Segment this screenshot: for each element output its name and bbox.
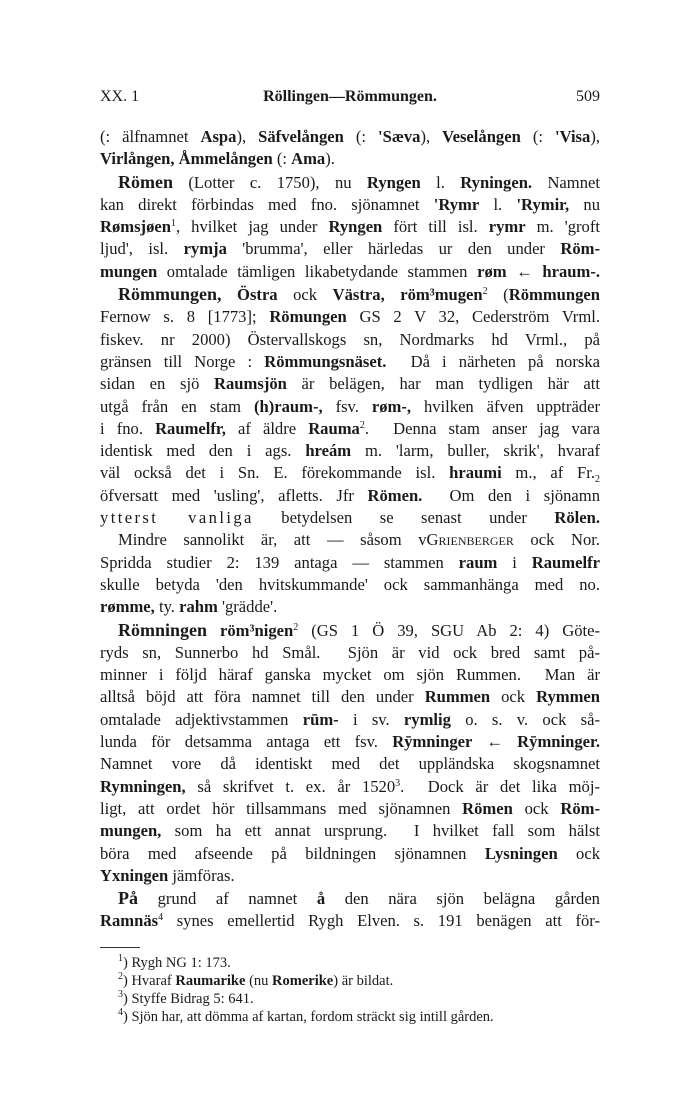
superscript: 2 bbox=[293, 621, 299, 633]
text-run: l. bbox=[420, 172, 461, 192]
text-run: synes emellertid Rygh Elven. s. 191 benägen att för- bbox=[163, 911, 600, 931]
text-run: ryds sn, Sunnerbo hd Smål. Sjön är vid ock bred samt på- bbox=[100, 642, 600, 662]
text-run: Namnet vore då identiskt med det uppländska skogsnamnet bbox=[100, 754, 600, 774]
bold-term: rymlig bbox=[403, 709, 451, 729]
text-run: ty. bbox=[154, 597, 180, 617]
bold-term: Veselången bbox=[442, 127, 521, 146]
bold-term: rymja bbox=[183, 239, 227, 259]
text-run: (Lotter c. 1750), nu bbox=[173, 172, 367, 192]
text-line bbox=[100, 642, 600, 664]
text-line bbox=[100, 820, 600, 842]
text-run: ) Rygh NG 1: 173. bbox=[123, 955, 231, 971]
text-run: betydelsen se senast under bbox=[253, 508, 555, 528]
text-run: så skrifvet t. ex. år 1520 bbox=[185, 776, 396, 796]
running-header bbox=[100, 88, 600, 110]
small-caps-name: Grienberger bbox=[426, 530, 514, 550]
bold-term: hreám bbox=[305, 441, 352, 461]
text-run: i fno. bbox=[100, 418, 156, 438]
text-run: 'brumma', eller härledas ur den under bbox=[226, 239, 561, 259]
text-run: i bbox=[497, 552, 532, 572]
text-line bbox=[100, 910, 600, 932]
bold-term: Yxningen bbox=[100, 865, 169, 885]
bold-term: Rømsjøen bbox=[100, 217, 171, 237]
footnote bbox=[118, 990, 588, 1008]
text-run: m. 'groft bbox=[525, 217, 600, 237]
text-run: ljud', isl. bbox=[100, 239, 184, 259]
subscript: 2 bbox=[595, 474, 601, 486]
text-line bbox=[100, 574, 600, 596]
text-run: utgå från en stam bbox=[100, 396, 254, 416]
text-run: (: bbox=[343, 127, 379, 146]
text-run: grund af namnet bbox=[138, 889, 317, 909]
bold-term: 'Sæva bbox=[378, 127, 421, 146]
text-run: ( bbox=[487, 285, 509, 305]
bold-term: röm³nigen bbox=[220, 620, 294, 640]
text-run: ) Hvaraf bbox=[123, 973, 176, 989]
text-run: Mindre sannolikt är, att — såsom v bbox=[118, 530, 427, 550]
bold-term: Ramnäs bbox=[100, 911, 159, 931]
superscript: 1 bbox=[170, 218, 176, 230]
text-run: ), bbox=[420, 127, 443, 146]
text-run: Namnet bbox=[532, 172, 600, 192]
text-line bbox=[100, 664, 600, 686]
text-line bbox=[100, 485, 600, 507]
text-run: i sv. bbox=[338, 709, 404, 729]
text-run: Då i närheten på norska bbox=[386, 351, 600, 371]
text-line bbox=[100, 306, 600, 328]
superscript: 2 bbox=[482, 286, 488, 298]
bold-term: (h)raum-, bbox=[253, 396, 323, 416]
bold-term: Rymmen bbox=[536, 687, 600, 707]
bold-term: Romerike bbox=[272, 973, 334, 989]
text-run: är belägen, har man tydligen här att bbox=[286, 374, 601, 394]
bold-term: Römmungen bbox=[508, 285, 600, 305]
superscript: 2 bbox=[359, 419, 365, 431]
bold-term: røm ← hraum-. bbox=[477, 261, 600, 281]
text-run bbox=[222, 285, 238, 304]
bold-term: 'Visa bbox=[554, 127, 591, 146]
superscript: 4 bbox=[118, 1007, 123, 1018]
bold-term: Röm- bbox=[560, 239, 600, 259]
text-run: . Dock är det lika möj- bbox=[400, 776, 600, 796]
text-run: ock Nor. bbox=[513, 530, 601, 550]
superscript: 3 bbox=[118, 989, 123, 1000]
bold-term: Raumarike bbox=[175, 973, 246, 989]
text-line bbox=[100, 462, 600, 484]
text-run: (nu bbox=[245, 973, 273, 989]
text-line bbox=[100, 552, 600, 574]
text-run: l. bbox=[479, 194, 517, 214]
bold-term: Römen bbox=[462, 798, 513, 818]
superscript: 2 bbox=[118, 971, 123, 982]
text-run: väl också det i Sn. E. förekommande isl. bbox=[100, 463, 450, 483]
bold-term: Rummen bbox=[424, 687, 491, 707]
text-run: 'grädde'. bbox=[217, 597, 278, 617]
bold-term: Ryngen bbox=[366, 172, 421, 192]
bold-term: å bbox=[316, 889, 326, 909]
text-run bbox=[207, 621, 220, 640]
text-run: ), bbox=[236, 127, 259, 146]
text-run: omtalade tämligen likabetydande stammen bbox=[157, 261, 478, 281]
text-run: skulle betyda 'den hvitskummande' ock sammanhänga med no. bbox=[100, 574, 600, 594]
bold-term: mungen, bbox=[100, 821, 162, 841]
superscript: 1 bbox=[118, 953, 123, 964]
text-run: ) är bildat. bbox=[333, 973, 394, 989]
superscript: 3 bbox=[395, 777, 401, 789]
text-run: nu bbox=[569, 194, 600, 214]
text-run: ligt, att ordet hör tillsammans med sjönamnen bbox=[100, 798, 463, 818]
bold-term: Rauma bbox=[308, 418, 360, 438]
spaced-text: ytterst vanliga bbox=[100, 508, 254, 528]
text-line bbox=[100, 216, 600, 238]
text-run: Om den i sjönamn bbox=[422, 485, 600, 505]
text-run: ock bbox=[277, 285, 333, 305]
text-run: gränsen till Norge : bbox=[100, 351, 265, 371]
bold-term: Raumelfr, bbox=[155, 418, 226, 438]
text-run: o. s. v. ock så- bbox=[450, 709, 600, 729]
text-run: identisk med den i ags. bbox=[100, 441, 306, 461]
bold-term: Römungen bbox=[269, 307, 347, 327]
footnote bbox=[118, 972, 588, 990]
text-line bbox=[100, 351, 600, 373]
text-line bbox=[100, 261, 600, 283]
text-run: af äldre bbox=[225, 418, 309, 438]
text-run: (: bbox=[520, 127, 555, 146]
text-run: fsv. bbox=[322, 396, 372, 416]
bold-term: Raumelfr bbox=[531, 552, 600, 572]
text-line bbox=[100, 596, 600, 618]
text-line bbox=[100, 440, 600, 462]
text-line bbox=[100, 329, 600, 351]
text-run: (: bbox=[272, 149, 292, 169]
bold-term: Römen. bbox=[367, 485, 423, 505]
text-line bbox=[100, 865, 600, 887]
entry-headword: Römen bbox=[118, 171, 173, 192]
bold-term: røm-, bbox=[371, 396, 412, 416]
text-run: ) Styffe Bidrag 5: 641. bbox=[123, 991, 254, 1007]
text-line bbox=[100, 529, 600, 551]
bold-term: Virlången, Åmmelången bbox=[100, 149, 273, 169]
text-line bbox=[100, 171, 600, 194]
text-run: böra med afseende på bildningen sjönamnen bbox=[100, 843, 485, 863]
text-run: minner i följd häraf ganska mycket om sjön Rummen. Man är bbox=[100, 665, 600, 685]
entry-headword: Römmungen, bbox=[118, 284, 222, 305]
text-line bbox=[100, 619, 600, 642]
text-line bbox=[100, 283, 600, 306]
bold-term: Ama bbox=[291, 149, 326, 169]
text-line bbox=[100, 709, 600, 731]
section-number: XX. 1 bbox=[100, 88, 140, 105]
text-line bbox=[100, 753, 600, 775]
bold-term: Östra bbox=[237, 285, 278, 305]
text-run: som ha ett annat ursprung. I hvilket fall som hälst bbox=[161, 821, 600, 841]
bold-term: Rölen. bbox=[554, 508, 600, 528]
bold-term: raum bbox=[458, 552, 498, 572]
bold-term: Aspa bbox=[200, 127, 237, 146]
text-run: , hvilket jag under bbox=[175, 217, 329, 237]
text-line bbox=[100, 418, 600, 440]
text-line bbox=[100, 776, 600, 798]
bold-term: rymr bbox=[488, 217, 526, 237]
footnotes bbox=[118, 954, 588, 1026]
text-run: m., af Fr. bbox=[501, 463, 596, 483]
text-run: (: älfnamnet bbox=[100, 127, 201, 146]
text-line bbox=[100, 126, 600, 148]
text-run: den nära sjön belägna gården bbox=[325, 889, 600, 909]
superscript: 4 bbox=[158, 912, 164, 924]
text-run: (GS 1 Ö 39, SGU Ab 2: 4) Göte- bbox=[298, 620, 600, 640]
text-run: ) Sjön har, att dömma af kartan, fordom sträckt sig intill gården. bbox=[123, 1009, 494, 1025]
bold-term: rūm- bbox=[302, 709, 339, 729]
text-run: . Denna stam anser jag vara bbox=[364, 418, 600, 438]
text-line bbox=[100, 686, 600, 708]
entry-headword: Römningen bbox=[118, 619, 208, 640]
text-line bbox=[100, 798, 600, 820]
text-run: alltså böjd att föra namnet till den under bbox=[100, 687, 425, 707]
text-run: Fernow s. 8 [1773]; bbox=[100, 307, 270, 327]
text-line bbox=[100, 373, 600, 395]
text-run: ), bbox=[590, 127, 600, 146]
bold-term: mungen bbox=[100, 261, 158, 281]
bold-term: rømme, bbox=[100, 597, 155, 617]
footnote-rule bbox=[100, 947, 140, 948]
text-line bbox=[100, 843, 600, 865]
text-run: jämföras. bbox=[168, 865, 235, 885]
running-title: Röllingen—Römmungen. bbox=[263, 88, 437, 105]
footnote bbox=[118, 1008, 588, 1026]
bold-term: Rymningen, bbox=[100, 776, 186, 796]
bold-term: Ryningen. bbox=[460, 172, 533, 192]
text-run: ock bbox=[490, 687, 537, 707]
bold-term: Rȳmninger ← Rȳmninger. bbox=[392, 732, 600, 752]
bold-term: Västra, röm³mugen bbox=[332, 285, 483, 305]
bold-term: Raumsjön bbox=[214, 374, 287, 394]
text-run: GS 2 V 32, Cederström Vrml. bbox=[346, 307, 600, 327]
bold-term: Säfvelången bbox=[258, 127, 344, 146]
footnote bbox=[118, 954, 588, 972]
text-line bbox=[100, 238, 600, 260]
text-line bbox=[100, 194, 600, 216]
text-run: fiskev. nr 2000) Östervallskogs sn, Nordmarks hd Vrml., på bbox=[100, 329, 600, 349]
bold-term: Lysningen bbox=[484, 843, 558, 863]
text-run: hvilken äfven uppträder bbox=[411, 396, 600, 416]
text-run: omtalade adjektivstammen bbox=[100, 709, 303, 729]
text-line bbox=[100, 731, 600, 753]
text-run: Spridda studier 2: 139 antaga — stammen bbox=[100, 552, 459, 572]
text-run: ock bbox=[557, 843, 601, 863]
bold-term: Ryngen bbox=[328, 217, 383, 237]
bold-term: 'Rymir, bbox=[516, 194, 570, 214]
bold-term: rahm bbox=[179, 597, 218, 617]
text-line bbox=[100, 148, 600, 170]
text-run: ). bbox=[325, 149, 335, 169]
text-line bbox=[100, 396, 600, 418]
text-run: lunda för detsamma antaga ett fsv. bbox=[100, 732, 393, 752]
text-run: fört till isl. bbox=[382, 217, 489, 237]
text-line bbox=[100, 887, 600, 910]
text-run: öfversatt med 'usling', afletts. Jfr bbox=[100, 485, 368, 505]
text-run: ock bbox=[512, 798, 561, 818]
bold-term: Römmungsnäset. bbox=[264, 351, 387, 371]
text-run: m. 'larm, buller, skrik', hvaraf bbox=[351, 441, 600, 461]
page-number: 509 bbox=[576, 88, 600, 105]
body-text bbox=[100, 126, 600, 933]
bold-term: 'Rymr bbox=[433, 194, 480, 214]
bold-term: Röm- bbox=[560, 798, 600, 818]
entry-headword: På bbox=[118, 888, 138, 909]
bold-term: hraumi bbox=[449, 463, 502, 483]
text-run: kan direkt förbindas med fno. sjönamnet bbox=[100, 194, 434, 214]
text-run: sidan en sjö bbox=[100, 374, 215, 394]
text-line bbox=[100, 507, 600, 529]
